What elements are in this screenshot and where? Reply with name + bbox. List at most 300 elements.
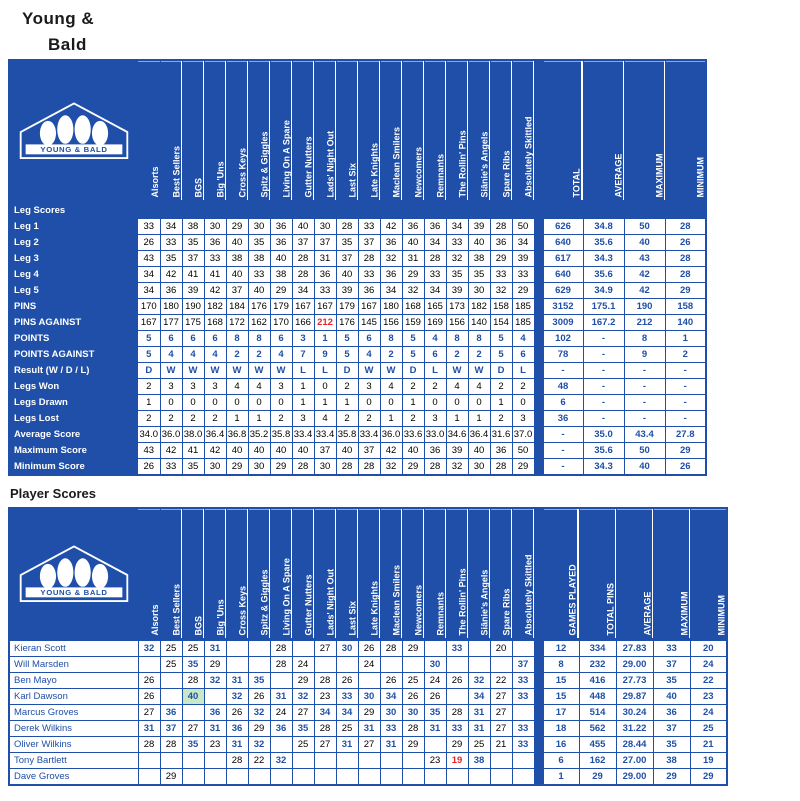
summary-cell: 50 [624,443,665,459]
table-row [9,331,706,347]
summary-cell: 640 [542,267,583,283]
score-cell: 28 [182,673,204,689]
score-cell: 35 [182,657,204,673]
row-gap [534,769,542,786]
score-cell: 27 [182,721,204,737]
table-row [9,640,727,657]
score-cell: 33 [512,721,534,737]
row-gap [534,219,542,235]
data-cell: 180 [160,299,182,315]
data-cell: 5 [402,331,424,347]
score-cell: 31 [226,737,248,753]
score-cell: 32 [248,737,270,753]
player-summary-cell: 24 [690,657,727,673]
score-cell [490,769,512,786]
data-cell: 30 [314,219,336,235]
player-summary-cell: 232 [579,657,616,673]
table-row [9,347,706,363]
player-summary-cell: 334 [579,640,616,657]
data-cell: 2 [468,347,490,363]
data-cell: 36 [424,443,446,459]
data-cell: 28 [424,251,446,267]
row-label: Maximum Score [9,443,138,459]
data-cell: W [380,363,402,379]
score-cell: 34 [468,689,490,705]
data-cell: 33 [204,251,226,267]
data-cell: 2 [380,347,402,363]
row-label: Minimum Score [9,459,138,476]
player-summary-column-header: MAXIMUM [653,508,690,640]
summary-cell: 29 [665,283,706,299]
data-cell: 34 [424,283,446,299]
data-cell: 42 [380,219,402,235]
page-title [0,0,800,57]
data-cell: 35 [182,459,204,476]
summary-cell: 35.6 [583,235,624,251]
summary-cell: 28 [665,251,706,267]
team-column-header: Best Sellers [160,60,182,202]
data-cell: 28 [490,219,512,235]
data-cell: 167 [358,299,380,315]
score-cell: 35 [424,705,446,721]
player-summary-cell: 20 [690,640,727,657]
row-gap [534,331,542,347]
table-row [9,705,727,721]
leg-scores-label: Leg Scores [9,202,138,219]
summary-cell: - [624,395,665,411]
data-cell: 2 [204,411,226,427]
summary-cell: 48 [542,379,583,395]
player-summary-cell: 18 [542,721,579,737]
row-gap [534,347,542,363]
score-cell: 26 [248,689,270,705]
score-cell [446,769,468,786]
player-name: Ben Mayo [9,673,138,689]
score-cell: 27 [490,689,512,705]
row-label: Leg 5 [9,283,138,299]
player-summary-cell: 35 [653,737,690,753]
score-cell: 33 [336,689,358,705]
data-cell: 36 [402,219,424,235]
data-cell: 167 [138,315,160,331]
data-cell: 40 [226,443,248,459]
score-cell: 24 [424,673,446,689]
data-cell: 41 [182,267,204,283]
score-cell: 22 [248,753,270,769]
score-cell [490,753,512,769]
summary-cell: 2 [665,347,706,363]
data-cell: 7 [292,347,314,363]
data-cell: 4 [182,347,204,363]
summary-cell: 140 [665,315,706,331]
score-cell: 31 [336,737,358,753]
team-column-header: Remnants [424,508,446,640]
score-cell: 31 [138,721,160,737]
data-cell: 36 [424,219,446,235]
player-summary-cell: 19 [690,753,727,769]
data-cell: 140 [468,315,490,331]
data-cell: 35.8 [336,427,358,443]
table-row [9,443,706,459]
score-cell: 19 [446,753,468,769]
data-cell: D [138,363,160,379]
data-cell: 6 [270,331,292,347]
score-cell: 27 [292,705,314,721]
data-cell: 34 [138,283,160,299]
score-cell: 32 [270,753,292,769]
data-cell: 0 [468,395,490,411]
row-gap [534,411,542,427]
data-cell: 35.2 [248,427,270,443]
score-cell [358,673,380,689]
young-and-bald-logo [12,544,136,604]
data-cell: 28 [336,459,358,476]
row-gap [534,705,542,721]
player-name: Tony Bartlett [9,753,138,769]
data-cell: 28 [292,459,314,476]
summary-cell: - [542,443,583,459]
summary-cell: - [583,379,624,395]
summary-cell: 35.6 [583,267,624,283]
player-summary-cell: 455 [579,737,616,753]
summary-cell: 42 [624,267,665,283]
data-cell: 182 [204,299,226,315]
table-row [9,251,706,267]
score-cell: 29 [358,705,380,721]
data-cell: 0 [204,395,226,411]
data-cell: 31.6 [490,427,512,443]
data-cell: 40 [468,235,490,251]
data-cell: 40 [270,251,292,267]
data-cell: 4 [270,347,292,363]
data-cell: 156 [446,315,468,331]
summary-cell: 26 [665,459,706,476]
score-cell: 20 [490,640,512,657]
team-column-header: Gutter Nutters [292,508,314,640]
summary-cell: 34.8 [583,219,624,235]
score-cell [468,657,490,673]
team-column-header: Lads' Night Out [314,508,336,640]
data-cell: 30 [204,219,226,235]
score-cell: 25 [160,657,182,673]
team-column-header: Gutter Nutters [292,60,314,202]
score-cell: 26 [226,705,248,721]
banner-cell [358,202,380,219]
data-cell: 6 [182,331,204,347]
data-cell: 36 [490,443,512,459]
data-cell: 5 [490,331,512,347]
data-cell: 34 [160,219,182,235]
data-cell: W [160,363,182,379]
summary-cell: - [665,379,706,395]
row-gap [534,640,542,657]
data-cell: 29 [512,283,534,299]
score-cell: 24 [292,657,314,673]
score-cell [336,769,358,786]
score-cell: 33 [512,673,534,689]
table-row [9,427,706,443]
data-cell: 32 [446,459,468,476]
score-cell [336,657,358,673]
data-cell: 185 [512,299,534,315]
data-cell: W [248,363,270,379]
data-cell: 33 [358,219,380,235]
score-cell [314,769,336,786]
data-cell: 31 [402,251,424,267]
player-summary-cell: 27.83 [616,640,653,657]
data-cell: 40 [226,235,248,251]
data-cell: 8 [248,331,270,347]
data-cell: 32 [446,251,468,267]
data-cell: 36 [204,235,226,251]
data-cell: 8 [468,331,490,347]
score-cell [314,753,336,769]
score-cell: 38 [468,753,490,769]
data-cell: 40 [226,267,248,283]
title-line-1: Young & [22,9,95,28]
data-cell: 30 [468,283,490,299]
score-cell: 27 [490,721,512,737]
data-cell: 0 [380,395,402,411]
data-cell: 0 [358,395,380,411]
team-column-header: BGS [182,508,204,640]
data-cell: 29 [270,283,292,299]
score-cell [446,689,468,705]
data-cell: 36 [380,267,402,283]
data-cell: 2 [336,379,358,395]
data-cell: 159 [402,315,424,331]
player-summary-cell: 36 [653,705,690,721]
row-gap [534,395,542,411]
data-cell: 184 [226,299,248,315]
data-cell: 0 [270,395,292,411]
player-summary-column-header: GAMES PLAYED [542,508,579,640]
player-summary-cell: 29.00 [616,769,653,786]
banner-cell [138,202,160,219]
score-cell: 28 [160,737,182,753]
data-cell: 5 [138,347,160,363]
data-cell: 0 [160,395,182,411]
score-cell: 26 [402,689,424,705]
banner-cell [624,202,665,219]
score-cell [336,753,358,769]
score-cell [402,753,424,769]
data-cell: 2 [402,379,424,395]
score-cell [468,769,490,786]
data-cell: 9 [314,347,336,363]
score-cell [270,769,292,786]
player-summary-cell: 23 [690,689,727,705]
score-cell: 23 [204,737,226,753]
data-cell: 33 [248,267,270,283]
score-cell [204,753,226,769]
data-cell: 34.0 [138,427,160,443]
score-cell: 28 [270,640,292,657]
player-summary-cell: 31.22 [616,721,653,737]
score-cell [292,640,314,657]
data-cell: 33.4 [292,427,314,443]
banner-cell [490,202,512,219]
score-cell: 37 [512,657,534,673]
data-cell: 32 [490,283,512,299]
data-cell: 158 [490,299,512,315]
data-cell: 1 [446,411,468,427]
data-cell: 212 [314,315,336,331]
score-cell: 23 [424,753,446,769]
score-cell: 32 [468,673,490,689]
summary-cell: 175.1 [583,299,624,315]
player-summary-cell: 25 [690,721,727,737]
data-cell: 35 [248,235,270,251]
row-gap [534,363,542,379]
data-cell: 40 [248,283,270,299]
data-cell: 165 [424,299,446,315]
table-row [9,459,706,476]
score-cell: 26 [424,689,446,705]
summary-cell: 35.0 [583,427,624,443]
row-gap [534,315,542,331]
data-cell: 37 [358,235,380,251]
data-cell: 2 [226,347,248,363]
data-cell: W [270,363,292,379]
score-cell: 34 [336,705,358,721]
summary-column-header: MAXIMUM [624,60,665,202]
data-cell: 38 [182,219,204,235]
player-summary-cell: 514 [579,705,616,721]
score-cell: 29 [204,657,226,673]
data-cell: 34 [292,283,314,299]
data-cell: 0 [182,395,204,411]
data-cell: 40 [270,443,292,459]
row-gap [534,673,542,689]
score-cell [380,769,402,786]
data-cell: 35 [336,235,358,251]
data-cell: 1 [490,395,512,411]
score-cell [490,657,512,673]
data-cell: 39 [446,283,468,299]
score-cell: 32 [248,705,270,721]
data-cell: 33 [314,283,336,299]
score-cell: 29 [160,769,182,786]
player-summary-cell: 29.87 [616,689,653,705]
data-cell: 1 [248,411,270,427]
team-column-header: The Rollin' Pins [446,508,468,640]
data-cell: 36.0 [160,427,182,443]
data-cell: 3 [292,331,314,347]
data-cell: 2 [446,347,468,363]
summary-cell: 34.9 [583,283,624,299]
score-cell: 28 [138,737,160,753]
team-column-header: Spare Ribs [490,508,512,640]
score-cell: 28 [446,705,468,721]
score-cell [160,673,182,689]
score-cell [270,737,292,753]
row-label: Legs Drawn [9,395,138,411]
summary-cell: - [665,411,706,427]
data-cell: 37 [314,443,336,459]
score-cell: 33 [512,737,534,753]
banner-cell [380,202,402,219]
score-cell: 26 [358,640,380,657]
score-cell [204,689,226,705]
data-cell: 175 [182,315,204,331]
row-gap [534,753,542,769]
data-cell: 180 [380,299,402,315]
player-summary-cell: 38 [653,753,690,769]
score-cell: 32 [138,640,160,657]
row-gap [534,267,542,283]
data-cell: 173 [446,299,468,315]
data-cell: 40 [336,267,358,283]
score-cell: 33 [512,689,534,705]
team-column-header: Maclean Smilers [380,60,402,202]
score-cell: 24 [270,705,292,721]
data-cell: 28 [336,219,358,235]
score-cell [292,753,314,769]
score-cell [380,753,402,769]
data-cell: 156 [380,315,402,331]
data-cell: 41 [204,267,226,283]
summary-cell: 1 [665,331,706,347]
score-cell: 31 [270,689,292,705]
data-cell: 5 [490,347,512,363]
team-column-header: Cross Keys [226,508,248,640]
data-cell: 2 [182,411,204,427]
svg-text:YOUNG & BALD: YOUNG & BALD [40,144,108,154]
player-summary-column-header: MINIMUM [690,508,727,640]
data-cell: 3 [424,411,446,427]
summary-cell: 629 [542,283,583,299]
score-cell: 35 [292,721,314,737]
data-cell: 2 [358,411,380,427]
data-cell: 1 [380,411,402,427]
team-column-header: Last Six [336,60,358,202]
data-cell: 35 [446,267,468,283]
summary-column-header: TOTAL [542,60,583,202]
score-cell: 25 [336,721,358,737]
score-cell: 30 [380,705,402,721]
team-column-header: Newcomers [402,60,424,202]
score-cell: 32 [292,689,314,705]
player-scores-title: Player Scores [10,486,97,501]
data-cell: 29 [226,459,248,476]
logo-cell [9,508,138,640]
data-cell: 34 [138,267,160,283]
banner-cell [204,202,226,219]
player-name: Marcus Groves [9,705,138,721]
data-cell: 34 [512,235,534,251]
data-cell: 33 [160,235,182,251]
score-cell: 30 [336,640,358,657]
team-column-header: Cross Keys [226,60,248,202]
data-cell: 33 [512,267,534,283]
player-summary-cell: 27.00 [616,753,653,769]
table-row [9,315,706,331]
score-cell: 29 [248,721,270,737]
player-summary-cell: 28.44 [616,737,653,753]
team-column-header: Big 'Uns [204,60,226,202]
banner-cell [336,202,358,219]
row-label: PINS [9,299,138,315]
player-summary-cell: 16 [542,737,579,753]
score-cell: 37 [160,721,182,737]
data-cell: 29 [270,459,292,476]
summary-cell: 158 [665,299,706,315]
score-cell [468,640,490,657]
score-cell [424,769,446,786]
data-cell: 33.4 [314,427,336,443]
player-name: Will Marsden [9,657,138,673]
